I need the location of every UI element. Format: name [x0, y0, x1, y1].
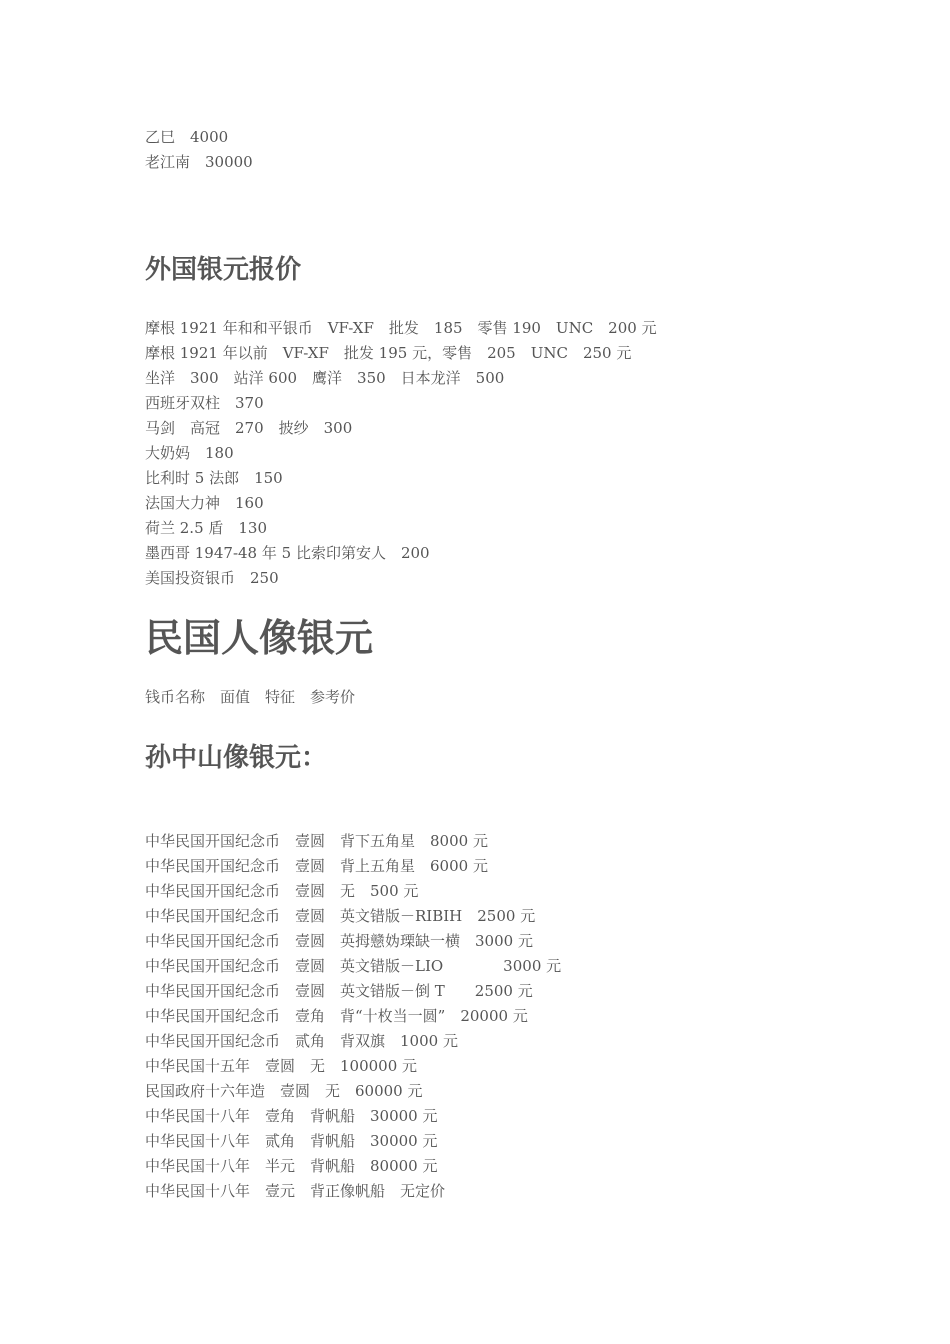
subsection-heading-sun-yat-sen: 孙中山像银元：: [145, 743, 328, 773]
coin-line: 民国政府十六年造 壹圆 无 60000 元: [145, 1082, 423, 1100]
price-line: 比利时 5 法郎 150: [145, 469, 283, 487]
coin-line: 中华民国十八年 贰角 背帆船 30000 元: [145, 1132, 438, 1150]
price-line: 法国大力神 160: [145, 494, 264, 512]
coin-line: 中华民国十八年 壹角 背帆船 30000 元: [145, 1107, 438, 1125]
coin-line: 中华民国开国纪念币 贰角 背双旗 1000 元: [145, 1032, 458, 1050]
price-line: 坐洋 300 站洋 600 鹰洋 350 日本龙洋 500: [145, 369, 505, 387]
price-line: 老江南 30000: [145, 153, 253, 171]
section-heading-foreign: 外国银元报价: [145, 255, 302, 285]
coin-line: 中华民国十八年 壹元 背正像帆船 无定价: [145, 1182, 446, 1200]
coin-line: 中华民国开国纪念币 壹圆 英文错版－倒 T 2500 元: [145, 982, 533, 1000]
price-line: 墨西哥 1947-48 年 5 比索印第安人 200: [145, 544, 430, 562]
coin-line: 中华民国开国纪念币 壹圆 英文错版－LIO 3000 元: [145, 957, 562, 975]
price-line: 马剑 高冠 270 披纱 300: [145, 419, 353, 437]
price-line: 摩根 1921 年以前 VF-XF 批发 195 元，零售 205 UNC 250 元: [145, 344, 632, 362]
coin-line: 中华民国开国纪念币 壹圆 背上五角星 6000 元: [145, 857, 488, 875]
price-line: 西班牙双柱 370: [145, 394, 264, 412]
coin-line: 中华民国开国纪念币 壹圆 背下五角星 8000 元: [145, 832, 488, 850]
coin-line: 中华民国开国纪念币 壹角 背“十枚当一圆” 20000 元: [145, 1007, 528, 1025]
column-header-line: 钱币名称 面值 特征 参考价: [145, 688, 356, 706]
price-line: 荷兰 2.5 盾 130: [145, 519, 268, 537]
coin-line: 中华民国十五年 壹圆 无 100000 元: [145, 1057, 418, 1075]
price-line: 大奶妈 180: [145, 444, 234, 462]
coin-line: 中华民国开国纪念币 壹圆 无 500 元: [145, 882, 419, 900]
price-line: 乙巳 4000: [145, 128, 229, 146]
price-line: 摩根 1921 年和和平银币 VF-XF 批发 185 零售 190 UNC 200 元: [145, 319, 657, 337]
section-heading-portrait: 民国人像银元: [145, 616, 374, 660]
price-line: 美国投资银币 250: [145, 569, 279, 587]
coin-line: 中华民国开国纪念币 壹圆 英拇戆妫瑮缺一横 3000 元: [145, 932, 533, 950]
coin-line: 中华民国十八年 半元 背帆船 80000 元: [145, 1157, 438, 1175]
coin-line: 中华民国开国纪念币 壹圆 英文错版－RIBIH 2500 元: [145, 907, 536, 925]
